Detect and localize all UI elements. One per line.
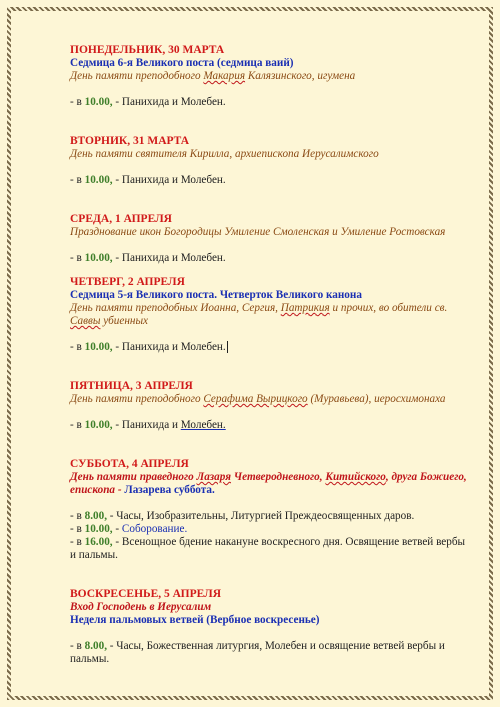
day-title: СУББОТА, 4 АПРЕЛЯ — [70, 458, 189, 470]
service-prefix: - в — [70, 341, 85, 353]
memo-text: Макария — [203, 70, 246, 82]
service-time: 8.00, — [84, 510, 107, 522]
service-time: 10.00, — [84, 419, 113, 431]
service-prefix: - в — [70, 96, 85, 108]
day-block-saturday — [70, 458, 470, 562]
day-block-friday — [70, 380, 470, 432]
service-text: - Панихида и — [112, 419, 181, 431]
commemoration: Празднование икон Богородицы Умиление Смоленская и Умиление Ростовская — [70, 226, 446, 238]
service-prefix: - в — [70, 252, 85, 264]
service-prefix: - в — [70, 536, 85, 548]
commemoration — [70, 393, 470, 406]
memo-text: и прочих, во обители св. — [329, 302, 448, 314]
memo-text: День памяти преподобного — [70, 393, 204, 405]
memo-text: Китийского — [325, 471, 386, 483]
day-block-thursday — [70, 276, 470, 354]
service-text: Соборование. — [121, 523, 188, 535]
schedule-content — [70, 44, 470, 666]
service-line — [70, 252, 470, 265]
memo-text: День памяти преподобных Иоанна, Сергия, — [70, 302, 281, 314]
service-line — [70, 174, 470, 187]
memo-text: Четверодневного, — [230, 471, 326, 483]
commemoration — [70, 70, 470, 83]
service-text: Молебен. — [180, 419, 226, 431]
week-title: Неделя пальмовых ветвей (Вербное воскресенье) — [70, 614, 320, 626]
memo-text: Патрикия — [280, 302, 330, 314]
memo-text: Саввы — [70, 315, 101, 327]
memo-text: (Муравьева), иеросхимонаха — [307, 393, 446, 405]
service-time: 16.00, — [84, 536, 113, 548]
day-block-tuesday — [70, 135, 470, 187]
memo-text: , друга Божиего, епископа - — [70, 471, 467, 496]
memo-text: Лазарева суббота. — [124, 484, 215, 496]
memo-text: Серафима Вырицкого — [203, 393, 308, 405]
commemoration: Вход Господень в Иерусалим — [70, 601, 212, 613]
service-time: 10.00, — [84, 523, 113, 535]
service-text: - Панихида и Молебен. — [112, 96, 226, 108]
day-block-sunday — [70, 588, 470, 666]
commemoration — [70, 302, 470, 328]
service-text: - Панихида и Молебен. — [112, 341, 226, 353]
week-title: Седмица 5-я Великого поста. Четверток Великого канона — [70, 289, 362, 301]
day-block-wednesday — [70, 213, 470, 265]
service-prefix: - в — [70, 523, 85, 535]
service-time: 8.00, — [84, 640, 107, 652]
service-time: 10.00, — [84, 252, 113, 264]
service-line — [70, 419, 470, 432]
day-title: ЧЕТВЕРГ, 2 АПРЕЛЯ — [70, 276, 185, 288]
service-text: - — [112, 523, 122, 535]
service-prefix: - в — [70, 419, 85, 431]
commemoration — [70, 471, 470, 497]
service-text: - Всенощное бдение накануне воскресного дня. Освящение ветвей вербы и пальмы. — [70, 536, 466, 561]
service-line — [70, 523, 470, 536]
service-text: - Панихида и Молебен. — [112, 252, 226, 264]
service-prefix: - в — [70, 174, 85, 186]
day-title: ПЯТНИЦА, 3 АПРЕЛЯ — [70, 380, 193, 392]
service-line — [70, 510, 470, 523]
service-line — [70, 536, 470, 562]
memo-text: Калязинского, игумена — [245, 70, 356, 82]
memo-text: Лазаря — [196, 471, 231, 483]
service-line — [70, 341, 470, 354]
day-title: ВОСКРЕСЕНЬЕ, 5 АПРЕЛЯ — [70, 588, 222, 600]
service-prefix: - в — [70, 510, 85, 522]
service-text: - Часы, Изобразительны, Литургией Преждеосвященных даров. — [106, 510, 415, 522]
memo-text: День памяти праведного — [70, 471, 197, 483]
service-line — [70, 96, 470, 109]
memo-text: убиенных — [100, 315, 149, 327]
service-text: - Панихида и Молебен. — [112, 174, 226, 186]
memo-text: День памяти преподобного — [70, 70, 204, 82]
text-cursor — [227, 341, 228, 353]
day-title: ПОНЕДЕЛЬНИК, 30 МАРТА — [70, 44, 225, 56]
day-title: ВТОРНИК, 31 МАРТА — [70, 135, 190, 147]
service-text: - Часы, Божественная литургия, Молебен и освящение ветвей вербы и пальмы. — [70, 640, 445, 665]
service-line — [70, 640, 470, 666]
service-prefix: - в — [70, 640, 85, 652]
service-time: 10.00, — [84, 341, 113, 353]
commemoration: День памяти святителя Кирилла, архиепископа Иерусалимского — [70, 148, 379, 160]
week-title: Седмица 6-я Великого поста (седмица ваий) — [70, 57, 294, 69]
day-block-monday — [70, 44, 470, 109]
service-time: 10.00, — [84, 96, 113, 108]
service-time: 10.00, — [84, 174, 113, 186]
day-title: СРЕДА, 1 АПРЕЛЯ — [70, 213, 172, 225]
